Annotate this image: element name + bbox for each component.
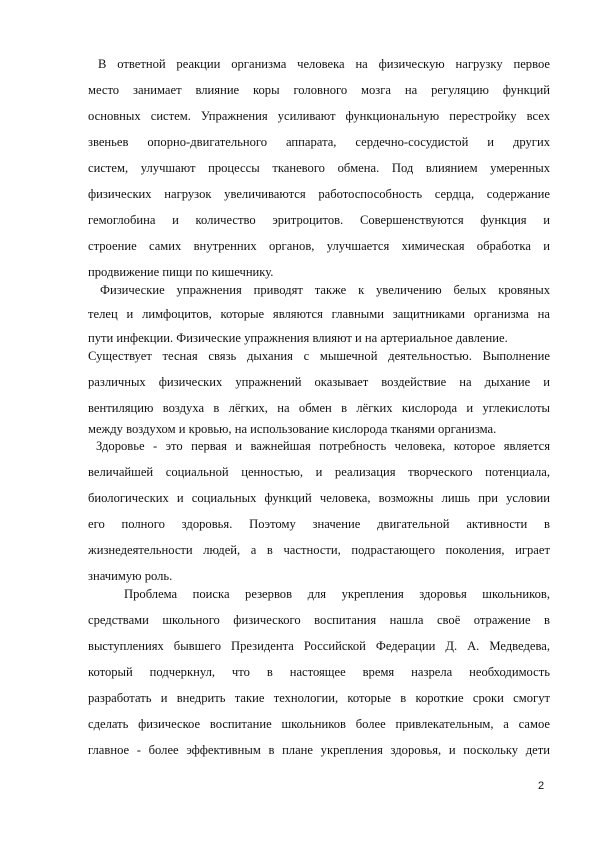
page-number: 2 bbox=[538, 780, 545, 792]
text-line: жизнедеятельности людей, а в частности, подрастающего поколения, играет bbox=[88, 543, 550, 557]
text-line: разработать и внедрить такие технологии, которые в короткие сроки смогут bbox=[88, 691, 550, 705]
text-line: звеньев опорно-двигательного аппарата, сердечно-сосудистой и других bbox=[88, 135, 550, 149]
text-line: значимую роль. bbox=[88, 569, 173, 583]
text-line: главное - более эффективным в плане укрепления здоровья, и поскольку дети bbox=[88, 743, 550, 757]
text-line: биологических и социальных функций человека, возможны лишь при условии bbox=[88, 491, 550, 505]
text-line: Физические упражнения приводят также к увеличению белых кровяных bbox=[100, 283, 550, 297]
text-line: средствами школьного физического воспитания нашла своё отражение в bbox=[88, 613, 550, 627]
text-line: В ответной реакции организма человека на физическую нагрузку первое bbox=[98, 57, 550, 71]
text-line: выступлениях бывшего Президента Российской Федерации Д. А. Медведева, bbox=[88, 639, 550, 653]
text-line: телец и лимфоцитов, которые являются главными защитниками организма на bbox=[88, 307, 550, 321]
text-line: гемоглобина и количество эритроцитов. Совершенствуются функция и bbox=[88, 213, 550, 227]
text-line: продвижение пищи по кишечнику. bbox=[88, 265, 274, 279]
text-line: систем, улучшают процессы тканевого обмена. Под влиянием умеренных bbox=[88, 161, 550, 175]
text-line: Здоровье - это первая и важнейшая потребность человека, которое является bbox=[96, 439, 550, 453]
text-line: пути инфекции. Физические упражнения влияют и на артериальное давление. bbox=[88, 331, 508, 345]
text-line: сделать физическое воспитание школьников более привлекательным, а самое bbox=[88, 717, 550, 731]
text-line: строение самих внутренних органов, улучшается химическая обработка и bbox=[88, 239, 550, 253]
text-line: Существует тесная связь дыхания с мышечной деятельностью. Выполнение bbox=[88, 349, 550, 363]
text-line: Проблема поиска резервов для укрепления здоровья школьников, bbox=[124, 587, 550, 601]
text-line: его полного здоровья. Поэтому значение двигательной активности в bbox=[88, 517, 550, 531]
text-line: который подчеркнул, что в настоящее время назрела необходимость bbox=[88, 665, 550, 679]
text-line: физических нагрузок увеличиваются работоспособность сердца, содержание bbox=[88, 187, 550, 201]
text-line: основных систем. Упражнения усиливают функциональную перестройку всех bbox=[88, 109, 550, 123]
text-line: величайшей социальной ценностью, и реализация творческого потенциала, bbox=[88, 465, 550, 479]
text-line: различных физических упражнений оказывает воздействие на дыхание и bbox=[88, 375, 550, 389]
text-line: место занимает влияние коры головного мозга на регуляцию функций bbox=[88, 83, 550, 97]
text-line: вентиляцию воздуха в лёгких, на обмен в лёгких кислорода и углекислоты bbox=[88, 401, 550, 415]
text-line: между воздухом и кровью, на использование кислорода тканями организма. bbox=[88, 422, 497, 436]
